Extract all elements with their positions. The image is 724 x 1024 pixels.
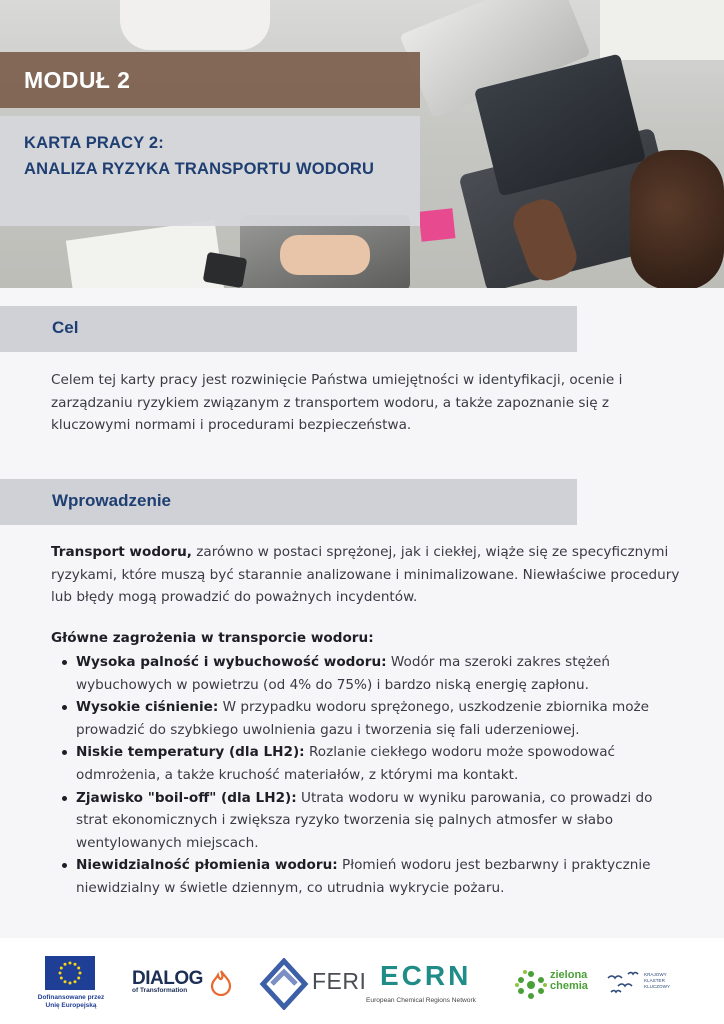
module-title: MODUŁ 2	[24, 67, 131, 93]
hazard-desc: Rozlanie ciekłego wodoru może spowodować odmrożenia, a także kruchość materiałów, z którymi ma kontakt.	[76, 744, 616, 783]
hazard-term: Niewidzialność płomienia wodoru:	[76, 857, 338, 874]
hazards-heading: Główne zagrożenia w transporcie wodoru:	[51, 630, 374, 646]
list-item	[51, 741, 681, 786]
cluster-logo	[606, 968, 686, 1004]
section-heading-goal-label: Cel	[52, 318, 79, 337]
photo-shirt	[120, 0, 270, 50]
hero-photo	[0, 0, 724, 288]
intro-lead-bold: Transport wodoru,	[51, 544, 192, 560]
list-item	[51, 787, 681, 855]
photo-paper	[600, 0, 724, 60]
worksheet-title-line2: ANALIZA RYZYKA TRANSPORTU WODORU	[24, 160, 375, 178]
photo-sticky-note	[419, 208, 456, 241]
photo-phone	[203, 252, 248, 288]
section-heading-intro	[0, 479, 577, 525]
flame-icon	[210, 970, 232, 996]
ecrn-logo-word: ECRN	[380, 960, 472, 991]
photo-hands-typing	[280, 235, 370, 275]
feri-logo-word: FERI	[312, 968, 367, 994]
eu-flag-icon	[45, 956, 95, 990]
list-item	[51, 651, 681, 696]
section-heading-goal	[0, 306, 577, 352]
dialog-of-transformation-logo	[132, 968, 236, 1008]
cluster-logo-caption: KRAJOWY KLASTER KLUCZOWY	[644, 972, 671, 989]
worksheet-title-box	[0, 116, 420, 226]
feri-logo	[258, 958, 367, 1008]
eu-funding-logo	[37, 956, 105, 1024]
zielona-word-2: chemia	[550, 980, 588, 992]
hazard-term: Wysokie ciśnienie:	[76, 699, 219, 716]
photo-person	[630, 150, 724, 288]
section-heading-intro-label: Wprowadzenie	[52, 491, 172, 510]
eu-funding-caption: Dofinansowane przez Unię Europejską	[37, 994, 105, 1009]
dialog-logo-word: DIALOG	[132, 968, 203, 989]
molecule-icon	[514, 968, 548, 1002]
intro-paragraph	[51, 541, 686, 609]
worksheet-title-line1: KARTA PRACY 2:	[24, 134, 165, 152]
goal-paragraph: Celem tej karty pracy jest rozwinięcie Państwa umiejętności w identyfikacji, ocenie i zarządzaniu ryzykiem związanym z transportem wodoru, a także zapoznanie się z kluczowymi normami i procedurami bezpieczeństwa.	[51, 372, 623, 434]
hazard-term: Niskie temperatury (dla LH2):	[76, 744, 305, 761]
list-item	[51, 854, 681, 899]
birds-icon	[606, 968, 642, 998]
hazard-desc: W przypadku wodoru sprężonego, uszkodzenie zbiornika może prowadzić do szybkiego uwolnienia gazu i tworzenia się fali uderzeniowej.	[76, 699, 650, 738]
hazard-term: Zjawisko "boil-off" (dla LH2):	[76, 789, 297, 806]
hazard-term: Wysoka palność i wybuchowość wodoru:	[76, 654, 387, 670]
footer-logos	[0, 938, 724, 1024]
ecrn-logo-subtitle: European Chemical Regions Network	[366, 997, 476, 1004]
hazards-list	[51, 651, 681, 900]
list-item	[51, 696, 681, 741]
module-title-box	[0, 52, 420, 108]
hazard-desc: Wodór ma szeroki zakres stężeń wybuchowych w powietrzu (od 4% do 75%) i bardzo niską energię zapłonu.	[76, 654, 611, 693]
dialog-logo-subtitle: of Transformation	[132, 987, 188, 994]
feri-emblem-icon	[258, 958, 310, 1010]
intro-lead-text: zarówno w postaci sprężonej, jak i ciekłej, wiąże się ze specyficznymi ryzykami, które muszą być starannie analizowane i minimalizowane. Niewłaściwe procedury lub błędy mogą prowadzić do poważnych incydentów.	[51, 544, 680, 606]
zielona-chemia-logo	[514, 968, 604, 1004]
zielona-chemia-word	[550, 970, 588, 992]
hazard-desc: Płomień wodoru jest bezbarwny i praktycznie niewidzialny w świetle dziennym, co utrudnia wykrycie pożaru.	[76, 857, 651, 896]
hazard-desc: Utrata wodoru w wyniku parowania, co prowadzi do strat ekonomicznych i zwiększa ryzyko tworzenia się palnych atmosfer w słabo wentylowanych miejscach.	[76, 789, 653, 851]
zielona-word-1: zielona	[550, 969, 588, 981]
ecrn-logo	[366, 960, 491, 1016]
photo-paper-charts	[66, 220, 224, 288]
